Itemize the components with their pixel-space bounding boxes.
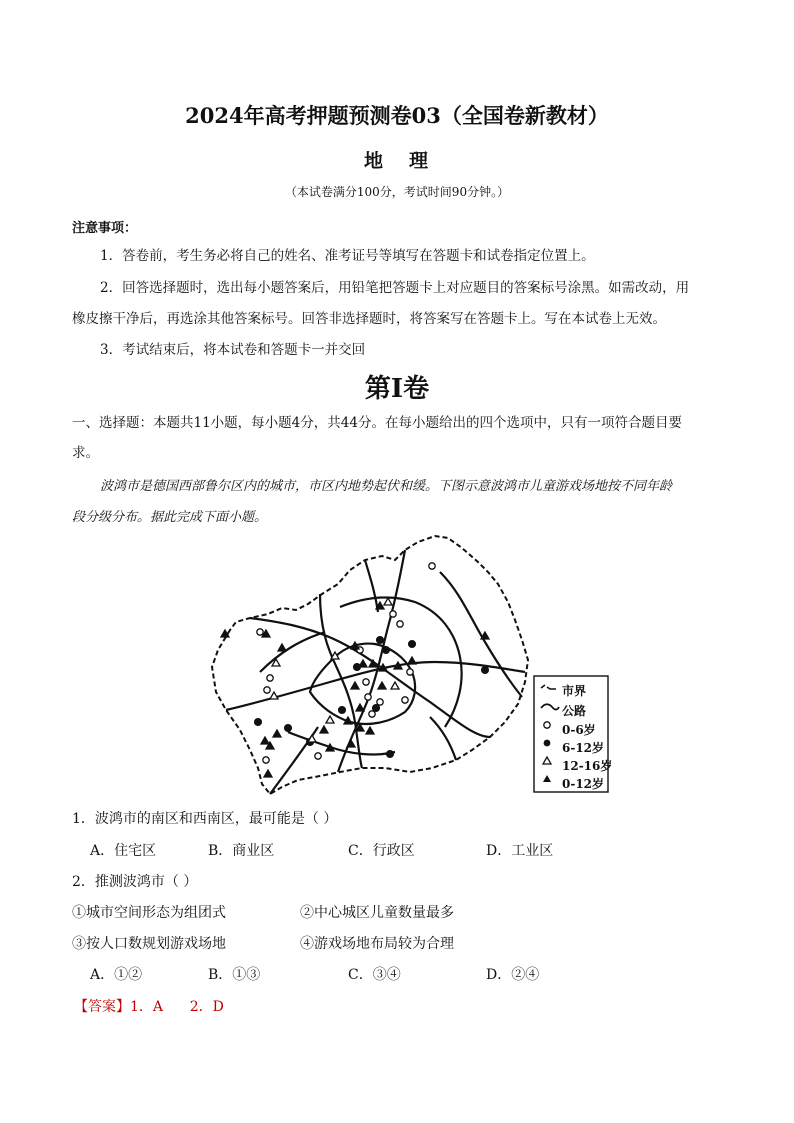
part1-intro-line-1: 一、选择题：本题共11小题，每小题4分，共44分。在每小题给出的四个选项中，只有一项符合题目要 bbox=[72, 415, 682, 431]
legend-boundary: 市界 bbox=[562, 684, 587, 698]
notice-item-2-line-2: 橡皮擦干净后，再选涂其他答案标号。回答非选择题时，将答案写在答题卡上。写在本试卷上无效。 bbox=[72, 311, 666, 327]
legend-age-6-12: 6-12岁 bbox=[562, 741, 605, 755]
q2-statement-4: ④游戏场地布局较为合理 bbox=[300, 936, 454, 952]
q2-statement-3: ③按人口数规划游戏场地 bbox=[72, 936, 226, 952]
answer-line bbox=[74, 996, 224, 1016]
passage-line-1: 波鸿市是德国西部鲁尔区内的城市，市区内地势起伏和缓。下图示意波鸿市儿童游戏场地按不同年龄 bbox=[100, 479, 673, 494]
map-legend-labels bbox=[562, 682, 612, 793]
legend-age-0-12: 0-12岁 bbox=[562, 777, 605, 791]
notice-item-3: 3．考试结束后，将本试卷和答题卡一并交回 bbox=[100, 342, 366, 358]
q1-option-b: B．商业区 bbox=[208, 843, 275, 859]
part1-intro-line-2: 求。 bbox=[72, 445, 99, 461]
notice-heading: 注意事项： bbox=[72, 221, 138, 236]
q2-option-b: B．①③ bbox=[208, 967, 261, 983]
question-1: 1．波鸿市的南区和西南区，最可能是（ ） bbox=[72, 811, 338, 827]
exam-note: （本试卷满分100分，考试时间90分钟。） bbox=[284, 185, 510, 199]
notice-item-2-line-1: 2．回答选择题时，选出每小题答案后，用铅笔把答题卡上对应题目的答案标号涂黑。如需改动，用 bbox=[100, 280, 690, 296]
legend-age-0-6: 0-6岁 bbox=[562, 723, 596, 737]
legend-road: 公路 bbox=[562, 704, 587, 718]
q2-option-a: A．①② bbox=[90, 967, 143, 983]
subject-heading bbox=[0, 146, 794, 173]
q2-statement-2: ②中心城区儿童数量最多 bbox=[300, 905, 454, 921]
subject-char-2: 理 bbox=[409, 150, 431, 172]
q1-option-a: A．住宅区 bbox=[90, 843, 157, 859]
q2-option-d: D．②④ bbox=[486, 967, 540, 983]
section-title: 第Ⅰ卷 bbox=[364, 374, 430, 404]
q2-statement-1: ①城市空间形态为组团式 bbox=[72, 905, 226, 921]
q1-option-c: C．行政区 bbox=[348, 843, 415, 859]
question-2: 2．推测波鸿市（ ） bbox=[72, 874, 198, 890]
legend-age-12-16: 12-16岁 bbox=[562, 759, 613, 773]
answer-text: 1．A 2．D bbox=[130, 999, 224, 1015]
notice-item-1: 1．答卷前，考生务必将自己的姓名、准考证号等填写在答题卡和试卷指定位置上。 bbox=[100, 248, 595, 264]
q1-option-d: D．工业区 bbox=[486, 843, 554, 859]
subject-char-1: 地 bbox=[363, 150, 385, 172]
page-title: 2024年高考押题预测卷03（全国卷新教材） bbox=[185, 103, 609, 128]
answer-label: 【答案】 bbox=[74, 999, 130, 1015]
q2-option-c: C．③④ bbox=[348, 967, 401, 983]
roads bbox=[226, 550, 525, 794]
bochum-playground-map bbox=[200, 532, 613, 812]
passage-line-2: 段分级分布。据此完成下面小题。 bbox=[72, 510, 268, 525]
